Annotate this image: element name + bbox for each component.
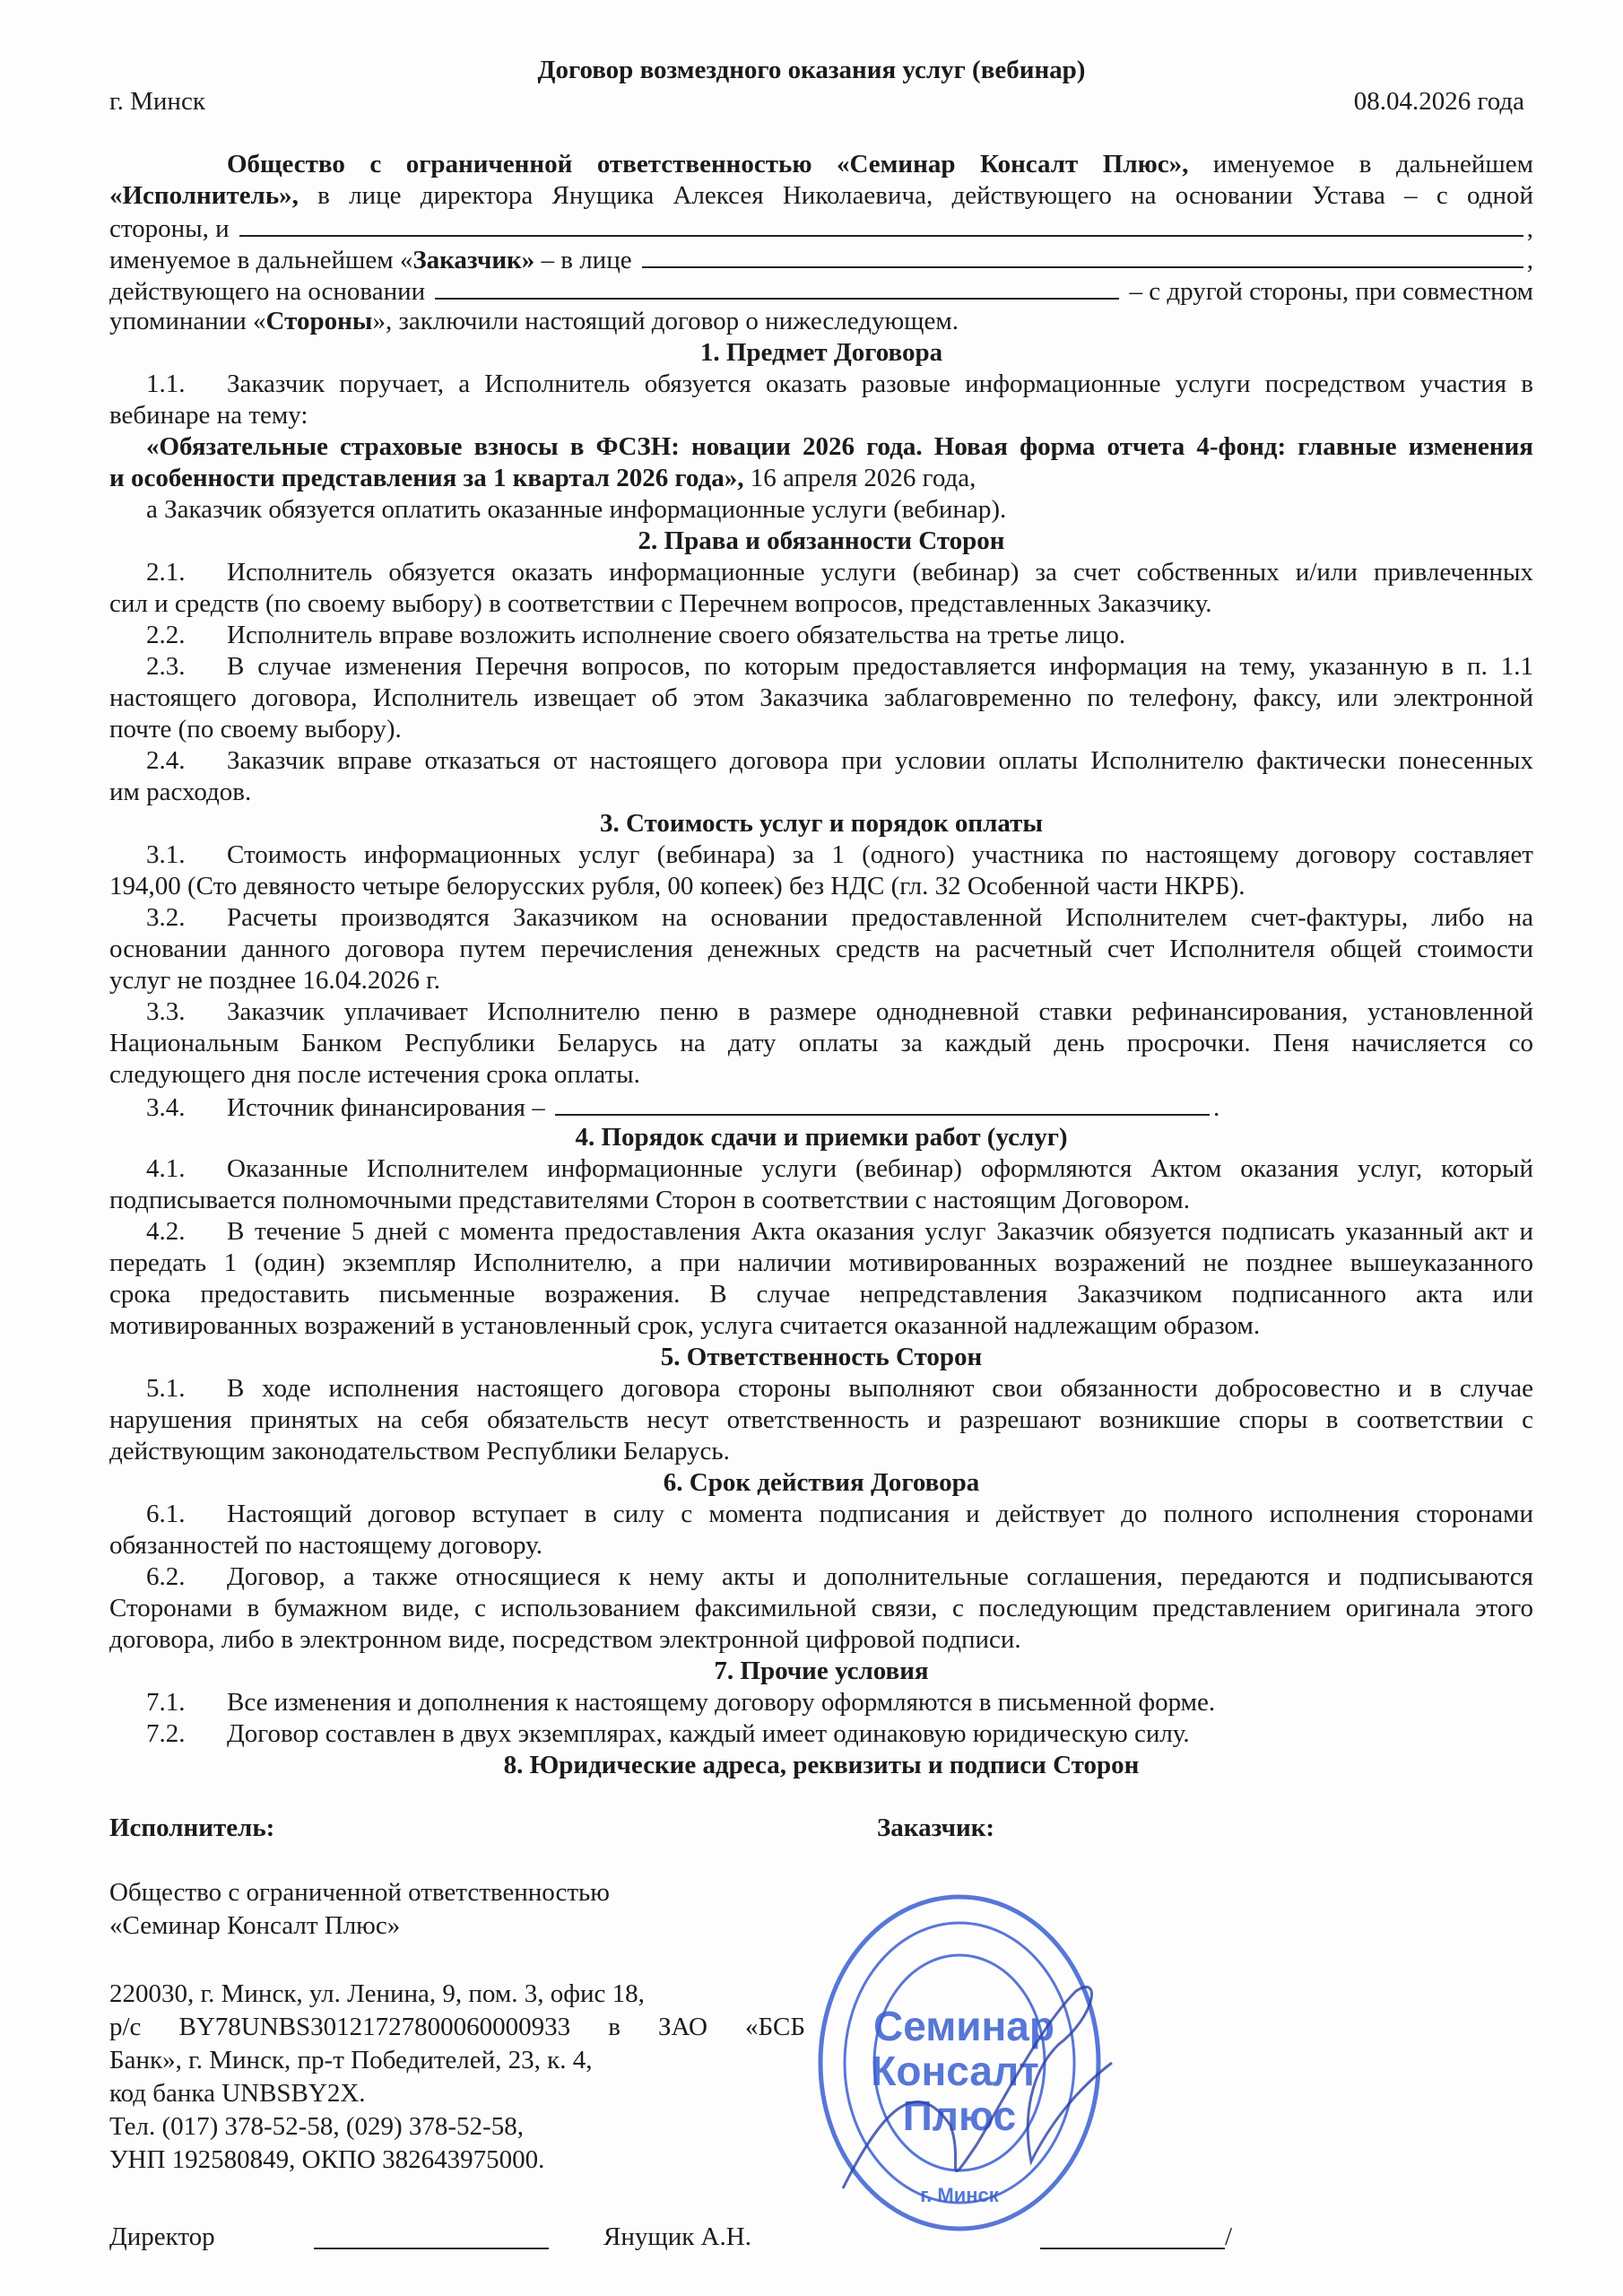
text-line <box>109 1750 1533 1781</box>
section-heading <box>109 808 1533 839</box>
clause <box>109 745 1533 808</box>
text-segment: . <box>1213 1093 1220 1122</box>
bold-text: Стороны <box>265 307 373 335</box>
text-segment: упоминании « <box>109 307 266 335</box>
text-line <box>109 1185 1533 1216</box>
clause <box>109 902 1533 996</box>
stamp-text: Консалт <box>871 2048 1039 2094</box>
customer-signature-slash: / <box>1225 2222 1233 2251</box>
text-segment: 4. Порядок сдачи и приемки работ (услуг) <box>575 1123 1068 1152</box>
text-segment: Договор, а также относящиеся к нему акты и дополнительные соглашения, передаются и подписываются <box>227 1562 1533 1591</box>
company-stamp <box>807 1892 1130 2251</box>
text-line <box>109 400 1533 431</box>
text-segment: в лице директора Янущика Алексея Николаевича, действующего на основании Устава – с одной <box>298 181 1533 210</box>
text-line <box>109 1248 1533 1279</box>
clause <box>109 557 1533 620</box>
executor-name-line: «Семинар Консалт Плюс» <box>109 1911 401 1940</box>
paragraph <box>109 494 1533 526</box>
text-line <box>109 431 1533 463</box>
text-segment: стороны, и <box>109 214 236 243</box>
text-segment: срока предоставить письменные возражения. В случае непредставления Заказчиком подписанного акта или <box>109 1280 1533 1309</box>
text-segment: Исполнитель обязуется оказать информационные услуги (вебинар) за счет собственных и/или привлеченных <box>227 558 1533 587</box>
text-segment: Заказчик уплачивает Исполнителю пеню в размере однодневной ставки рефинансирования, установленной <box>227 997 1533 1026</box>
text-line <box>109 1028 1533 1059</box>
executor-bank-account: р/с BY78UNBS30121727800060000933 в ЗАО «БСБ <box>109 2013 805 2041</box>
text-segment: мотивированных возражений в установленный срок, услуга считается оказанной надлежащим образом. <box>109 1311 1261 1340</box>
clause-number: 3.3. <box>146 997 186 1026</box>
clause <box>109 369 1533 431</box>
clause <box>109 1718 1533 1750</box>
text-segment: В течение 5 дней с момента предоставления Акта оказания услуг Заказчик обязуется подписать указанный акт и <box>227 1217 1533 1246</box>
text-segment: 5. Ответственность Сторон <box>660 1343 983 1371</box>
text-segment: 8. Юридические адреса, реквизиты и подписи Сторон <box>503 1751 1140 1779</box>
text-segment: В случае изменения Перечня вопросов, по которым предоставляется информация на тему, указанную в п. 1.1 <box>227 652 1533 681</box>
text-segment: – в лице <box>534 246 638 274</box>
text-segment: 194,00 (Сто девяносто четыре белорусских рубля, 00 копеек) без НДС (гл. 32 Особенной части НКРБ). <box>109 872 1245 900</box>
text-line <box>109 839 1533 871</box>
text-line <box>109 1593 1533 1624</box>
blank-customer-basis <box>435 274 1119 300</box>
text-line <box>109 588 1533 620</box>
text-segment: Национальным Банком Республики Беларусь на дату оплаты за каждый день просрочки. Пеня начисляется со <box>109 1029 1533 1057</box>
text-segment: – с другой стороны, при совместном <box>1123 277 1533 306</box>
text-line <box>109 714 1533 745</box>
clause <box>109 651 1533 745</box>
text-line <box>109 1122 1533 1153</box>
text-line <box>109 620 1533 651</box>
text-line <box>109 494 1533 526</box>
bold-text: Общество с ограниченной ответственностью «Семинар Консалт Плюс», <box>227 150 1189 178</box>
text-segment: настоящего договора, Исполнитель извещает об этом Заказчика заблаговременно по телефону, факсу, или электронной <box>109 683 1533 712</box>
text-segment: Источник финансирования – <box>227 1093 551 1122</box>
clause-number: 7.2. <box>146 1719 186 1748</box>
text-segment: 3. Стоимость услуг и порядок оплаты <box>599 809 1044 838</box>
executor-name-line: Общество с ограниченной ответственностью <box>109 1878 610 1907</box>
text-line <box>109 1153 1533 1185</box>
text-line <box>109 651 1533 683</box>
clause-number: 4.2. <box>146 1217 186 1246</box>
text-segment: обязанностей по настоящему договору. <box>109 1531 542 1560</box>
text-line <box>109 1530 1533 1561</box>
text-line <box>109 212 1533 243</box>
executor-label: Исполнитель: <box>109 1813 275 1842</box>
text-segment: , <box>1526 214 1533 243</box>
section-heading <box>109 1656 1533 1687</box>
document-title: Договор возмездного оказания услуг (вебинар) <box>537 56 1086 84</box>
text-segment: основании данного договора путем перечисления денежных средств на расчетный счет Исполнителя общей стоимости <box>109 935 1533 963</box>
text-segment: следующего дня после истечения срока оплаты. <box>109 1060 640 1089</box>
customer-label: Заказчик: <box>877 1813 995 1842</box>
text-segment: Договор составлен в двух экземплярах, каждый имеет одинаковую юридическую силу. <box>227 1719 1190 1748</box>
text-segment: сил и средств (по своему выбору) в соответствии с Перечнем вопросов, представленных Заказчику. <box>109 589 1212 618</box>
stamp-text: г. Минск <box>920 2184 999 2206</box>
text-line <box>109 1624 1533 1656</box>
text-line <box>109 1310 1533 1342</box>
section-heading <box>109 1750 1533 1781</box>
text-line <box>109 1561 1533 1593</box>
text-segment: », заключили настоящий договор о нижеследующем. <box>372 307 959 335</box>
text-segment: , <box>1526 246 1533 274</box>
text-segment: 6. Срок действия Договора <box>663 1468 980 1497</box>
clause-number: 2.4. <box>146 746 186 775</box>
text-line <box>109 1436 1533 1467</box>
clause-number: 1.1. <box>146 370 186 398</box>
bold-text: «Исполнитель», <box>109 181 299 210</box>
text-segment: а Заказчик обязуется оплатить оказанные информационные услуги (вебинар). <box>146 495 1007 524</box>
clause <box>109 839 1533 902</box>
clause <box>109 996 1533 1091</box>
text-line <box>109 243 1533 274</box>
stamp-text: Плюс <box>902 2092 1017 2139</box>
stamp-text: Семинар <box>873 2003 1055 2049</box>
clause-number: 4.1. <box>146 1154 186 1183</box>
text-segment: договора, либо в электронном виде, посредством электронной цифровой подписи. <box>109 1625 1021 1654</box>
clause-number: 2.2. <box>146 621 186 649</box>
blank-customer-name <box>239 212 1523 237</box>
text-segment: именуемое в дальнейшем <box>1188 150 1533 178</box>
section-heading <box>109 1122 1533 1153</box>
text-segment: им расходов. <box>109 778 252 806</box>
text-line <box>109 902 1533 934</box>
text-line <box>109 683 1533 714</box>
text-line <box>109 1687 1533 1718</box>
text-segment: Исполнитель вправе возложить исполнение своего обязательства на третье лицо. <box>227 621 1126 649</box>
text-segment: 16 апреля 2026 года, <box>743 464 976 492</box>
executor-phone: Тел. (017) 378-52-58, (029) 378-52-58, <box>109 2112 524 2141</box>
clause-number: 2.3. <box>146 652 186 681</box>
text-line <box>109 557 1533 588</box>
text-line <box>109 1405 1533 1436</box>
text-line <box>109 1656 1533 1687</box>
text-line <box>109 1467 1533 1499</box>
document-city: г. Минск <box>109 87 205 116</box>
clause <box>109 1687 1533 1718</box>
clause <box>109 1153 1533 1216</box>
text-segment: Стоимость информационных услуг (вебинара) за 1 (одного) участника по настоящему договору составляет <box>227 840 1533 869</box>
contract-body <box>109 149 1533 1781</box>
text-segment: Оказанные Исполнителем информационные услуги (вебинар) оформляются Актом оказания услуг, который <box>227 1154 1533 1183</box>
text-segment: Все изменения и дополнения к настоящему договору оформляются в письменной форме. <box>227 1688 1216 1717</box>
text-segment: 7. Прочие условия <box>714 1657 929 1685</box>
text-line <box>109 777 1533 808</box>
text-segment: Заказчик вправе отказаться от настоящего договора при условии оплаты Исполнителю фактически понесенных <box>227 746 1533 775</box>
blank-funding-source <box>555 1091 1210 1116</box>
text-segment: нарушения принятых на себя обязательств несут ответственность и разрешают возникшие споры в соответствии с <box>109 1405 1533 1434</box>
text-segment: Сторонами в бумажном виде, с использованием факсимильной связи, с последующим представлением оригинала этого <box>109 1594 1533 1622</box>
clause-number: 3.2. <box>146 903 186 932</box>
clause-number: 7.1. <box>146 1688 186 1717</box>
section-heading <box>109 1342 1533 1373</box>
bold-text: «Обязательные страховые взносы в ФСЗН: новации 2026 года. Новая форма отчета 4-фонд: главные изменения <box>146 432 1533 461</box>
clause <box>109 1373 1533 1467</box>
clause <box>109 1561 1533 1656</box>
clause-number: 5.1. <box>146 1374 186 1403</box>
clause-number: 6.1. <box>146 1500 186 1528</box>
text-line <box>109 1059 1533 1091</box>
text-segment: именуемое в дальнейшем « <box>109 246 413 274</box>
text-line <box>109 180 1533 212</box>
text-line <box>109 965 1533 996</box>
section-heading <box>109 526 1533 557</box>
text-segment: Расчеты производятся Заказчиком на основании предоставленной Исполнителем счет-фактуры, либо на <box>227 903 1533 932</box>
text-line <box>109 808 1533 839</box>
text-line <box>109 1279 1533 1310</box>
text-line <box>109 306 1533 337</box>
bold-text: и особенности представления за 1 квартал 2026 года», <box>109 464 744 492</box>
text-line <box>109 463 1533 494</box>
clause-number: 3.1. <box>146 840 186 869</box>
clause-number: 3.4. <box>146 1093 186 1122</box>
text-segment: вебинаре на тему: <box>109 401 308 430</box>
text-segment: действующего на основании <box>109 277 432 306</box>
bold-text: Заказчик» <box>412 246 535 274</box>
text-segment: почте (по своему выбору). <box>109 715 402 744</box>
executor-unp-okpo: УНП 192580849, ОКПО 382643975000. <box>109 2145 545 2174</box>
text-segment: Заказчик поручает, а Исполнитель обязуется оказать разовые информационные услуги посредством участия в <box>227 370 1533 398</box>
text-line <box>109 1342 1533 1373</box>
text-line <box>109 1499 1533 1530</box>
clause <box>109 1216 1533 1342</box>
text-segment: Настоящий договор вступает в силу с момента подписания и действует до полного исполнения сторонами <box>227 1500 1533 1528</box>
text-line <box>109 996 1533 1028</box>
text-line <box>109 1718 1533 1750</box>
section-heading <box>109 1467 1533 1499</box>
executor-signature-line <box>314 2248 549 2249</box>
clause-number: 2.1. <box>146 558 186 587</box>
paragraph <box>109 149 1533 337</box>
text-line <box>109 1091 1533 1122</box>
clause <box>109 1499 1533 1561</box>
text-segment: действующим законодательством Республики Беларусь. <box>109 1437 730 1465</box>
paragraph <box>109 431 1533 494</box>
clause-number: 6.2. <box>146 1562 186 1591</box>
text-segment: 1. Предмет Договора <box>699 338 943 367</box>
text-line <box>109 526 1533 557</box>
clause <box>109 620 1533 651</box>
executor-bank-code: код банка UNBSBY2X. <box>109 2079 366 2108</box>
text-segment: В ходе исполнения настоящего договора стороны выполняют свои обязанности добросовестно и в случае <box>227 1374 1533 1403</box>
blank-customer-representative <box>642 243 1523 268</box>
document-date: 08.04.2026 года <box>1353 87 1524 116</box>
text-line <box>109 934 1533 965</box>
text-line <box>109 1216 1533 1248</box>
text-segment: подписывается полномочными представителями Сторон в соответствии с настоящим Договором. <box>109 1186 1190 1214</box>
executor-position: Директор <box>109 2222 215 2251</box>
text-line <box>109 337 1533 369</box>
executor-signatory: Янущик А.Н. <box>603 2222 751 2251</box>
text-line <box>109 745 1533 777</box>
text-line <box>109 871 1533 902</box>
text-segment: услуг не позднее 16.04.2026 г. <box>109 966 440 995</box>
text-segment: 2. Права и обязанности Сторон <box>638 526 1005 555</box>
executor-bank-address: Банк», г. Минск, пр-т Победителей, 23, к. 4, <box>109 2046 593 2074</box>
text-segment: передать 1 (один) экземпляр Исполнителю, а при наличии мотивированных возражений не позднее вышеуказанного <box>109 1248 1533 1277</box>
section-heading <box>109 337 1533 369</box>
executor-address: 220030, г. Минск, ул. Ленина, 9, пом. 3, офис 18, <box>109 1979 645 2008</box>
text-line <box>109 369 1533 400</box>
text-line <box>109 149 1533 180</box>
clause <box>109 1091 1533 1122</box>
text-line <box>109 274 1533 306</box>
text-line <box>109 1373 1533 1405</box>
